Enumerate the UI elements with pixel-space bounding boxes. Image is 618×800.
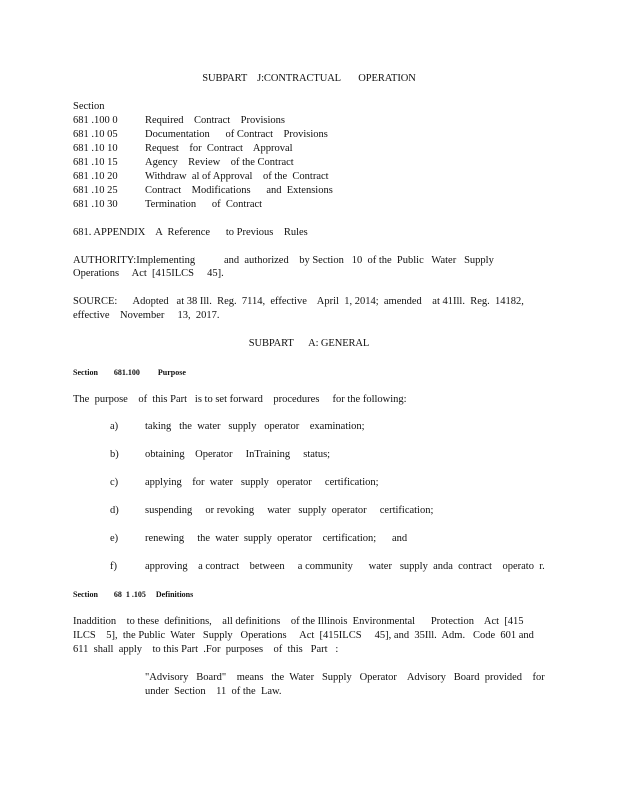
list-letter: f): [110, 561, 117, 572]
toc-number: 681 .10 10: [73, 143, 118, 154]
definitions-line-1: Inaddition to these definitions, all definitions of the Illinois Environmental Protection Act [415: [73, 616, 524, 627]
section-label: Section: [73, 101, 105, 112]
authority-line-1: AUTHORITY:Implementing and authorized by Section 10 of the Public Water Supply: [73, 255, 494, 266]
section-100-heading: Section 681.100 Purpose: [73, 368, 186, 377]
advisory-board-line-2: under Section 11 of the Law.: [145, 686, 282, 697]
list-letter: b): [110, 449, 119, 460]
subpart-j-heading: SUBPART J:CONTRACTUAL OPERATION: [202, 73, 416, 84]
section-105-heading: Section 68 1 .105 Definitions: [73, 590, 194, 599]
list-letter: e): [110, 533, 119, 544]
source-line-2: effective November 13, 2017.: [73, 310, 220, 321]
toc-number: 681 .10 25: [73, 185, 118, 196]
definitions-line-2: ILCS 5], the Public Water Supply Operations Act [415ILCS 45], and 35Ill. Adm. Code 601 and: [73, 630, 534, 641]
toc-number: 681 .10 05: [73, 129, 118, 140]
toc-title: Required Contract Provisions: [145, 115, 285, 126]
toc-number: 681 .10 20: [73, 171, 118, 182]
list-item: obtaining Operator InTraining status;: [145, 449, 331, 460]
toc-title: Request for Contract Approval: [145, 143, 293, 154]
authority-line-2: Operations Act [415ILCS 45].: [73, 268, 224, 279]
list-letter: a): [110, 421, 119, 432]
purpose-text: The purpose of this Part is to set forward procedures for the following:: [73, 394, 407, 405]
toc-number: 681 .100 0: [73, 115, 118, 126]
toc-title: Contract Modifications and Extensions: [145, 185, 333, 196]
toc-title: Documentation of Contract Provisions: [145, 129, 328, 140]
list-item: approving a contract between a community water supply anda contract operato r.: [145, 561, 545, 572]
toc-title: Withdraw al of Approval of the Contract: [145, 171, 329, 182]
list-item: applying for water supply operator certification;: [145, 477, 379, 488]
advisory-board-line-1: "Advisory Board" means the Water Supply Operator Advisory Board provided for: [145, 672, 545, 683]
subpart-a-heading: SUBPART A: GENERAL: [248, 338, 370, 349]
list-item: suspending or revoking water supply operator certification;: [145, 505, 434, 516]
definitions-line-3: 611 shall apply to this Part .For purposes of this Part :: [73, 644, 339, 655]
toc-title: Termination of Contract: [145, 199, 263, 210]
list-letter: c): [110, 477, 119, 488]
list-item: renewing the water supply operator certification; and: [145, 533, 408, 544]
source-line-1: SOURCE: Adopted at 38 Ill. Reg. 7114, effective April 1, 2014; amended at 41Ill. Reg. 14182,: [73, 296, 524, 307]
list-item: taking the water supply operator examination;: [145, 421, 365, 432]
toc-number: 681 .10 30: [73, 199, 118, 210]
appendix-line: 681. APPENDIX A Reference to Previous Rules: [73, 227, 308, 238]
list-letter: d): [110, 505, 119, 516]
toc-title: Agency Review of the Contract: [145, 157, 294, 168]
toc-number: 681 .10 15: [73, 157, 118, 168]
